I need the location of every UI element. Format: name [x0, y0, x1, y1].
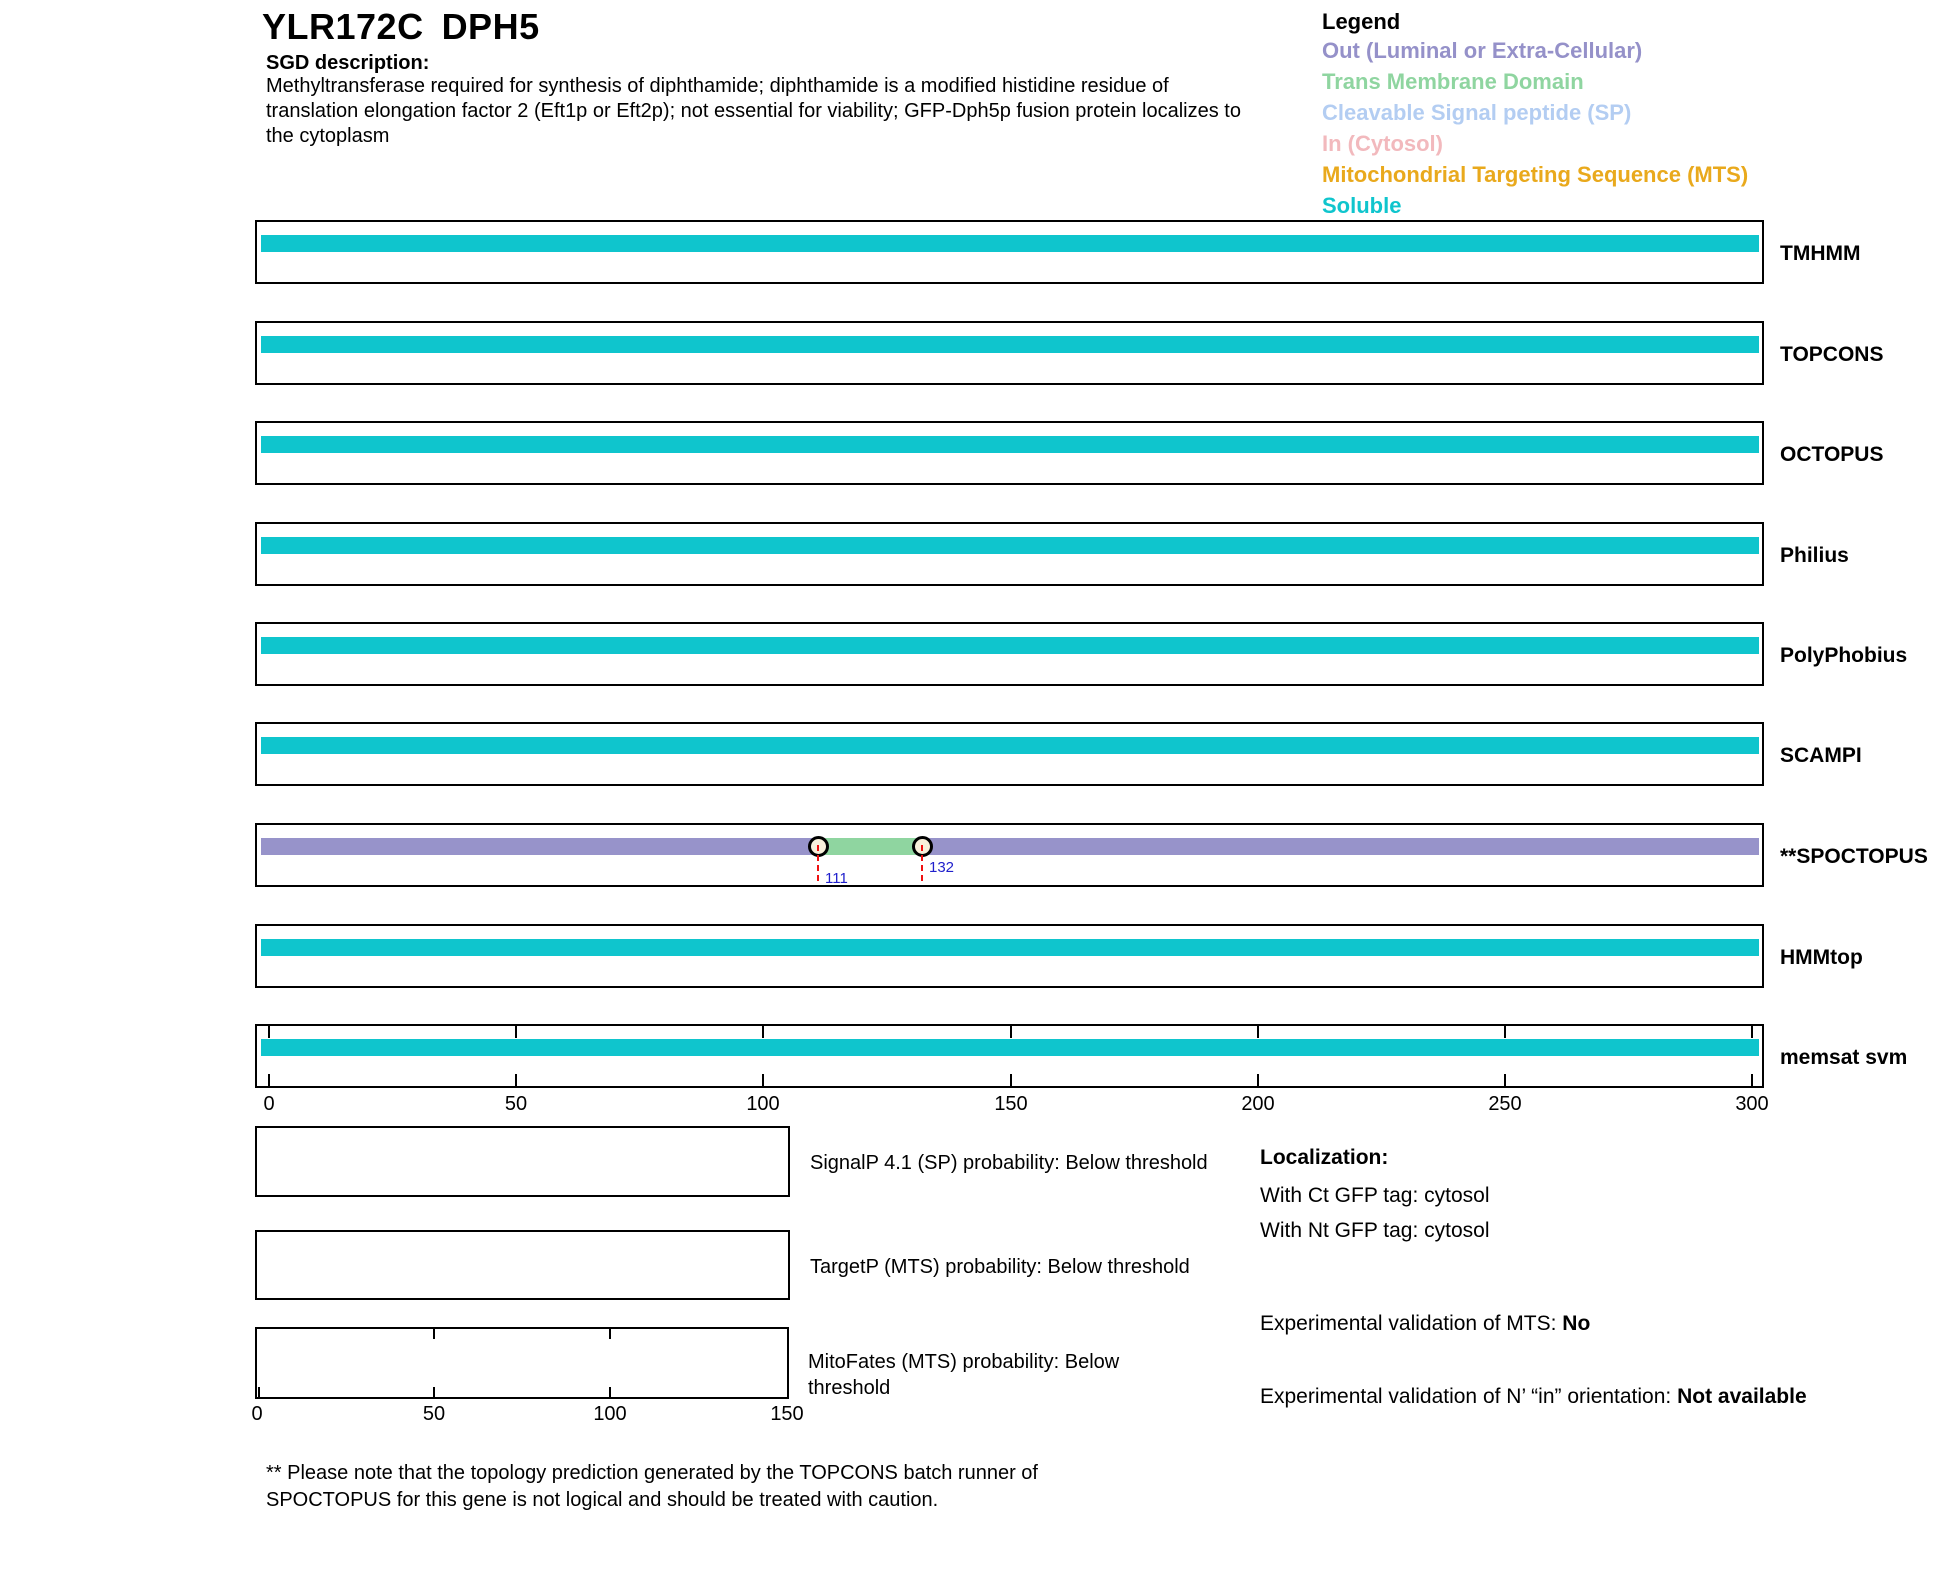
boundary-marker-line [817, 845, 819, 885]
footnote-line: SPOCTOPUS for this gene is not logical and should be treated with caution. [266, 1489, 939, 1511]
gene-name: DPH5 [441, 6, 540, 47]
axis-tick-label: 150 [994, 1093, 1028, 1115]
axis-tick [762, 1026, 764, 1038]
axis-tick [1504, 1026, 1506, 1038]
mini-axis-tick-label: 50 [422, 1403, 446, 1425]
track-box [255, 321, 1764, 385]
legend-item: In (Cytosol) [1322, 131, 1443, 156]
track-label: **SPOCTOPUS [1780, 845, 1928, 868]
axis-tick [1010, 1074, 1012, 1086]
track-label: memsat svm [1780, 1046, 1908, 1069]
track-box [255, 1024, 1764, 1088]
track-bar [261, 737, 1759, 754]
track-box [255, 924, 1764, 988]
tm-domain-segment [818, 838, 922, 855]
track-label: Philius [1780, 544, 1849, 567]
mini-axis-tick [609, 1329, 611, 1339]
track-label: PolyPhobius [1780, 644, 1908, 667]
axis-tick [1257, 1074, 1259, 1086]
track-label: SCAMPI [1780, 744, 1862, 767]
probability-caption: SignalP 4.1 (SP) probability: Below threshold [810, 1152, 1208, 1174]
track-label: TMHMM [1780, 242, 1861, 265]
orf-name: YLR172C [262, 6, 424, 47]
axis-tick [762, 1074, 764, 1086]
axis-tick-label: 250 [1488, 1093, 1522, 1115]
probability-caption: TargetP (MTS) probability: Below threshold [810, 1256, 1190, 1278]
track-box [255, 622, 1764, 686]
axis-tick [1010, 1026, 1012, 1038]
axis-tick-label: 200 [1241, 1093, 1275, 1115]
track-label: TOPCONS [1780, 343, 1884, 366]
axis-tick [1257, 1026, 1259, 1038]
track-label: HMMtop [1780, 946, 1863, 969]
track-bar [261, 838, 1759, 855]
axis-tick-label: 0 [263, 1093, 275, 1115]
legend-title: Legend [1322, 9, 1401, 34]
description-line: Methyltransferase required for synthesis of diphthamide; diphthamide is a modified histidine residue of [266, 75, 1169, 97]
orientation-validation-value: Not available [1677, 1385, 1807, 1408]
track-bar [261, 537, 1759, 554]
axis-tick [515, 1026, 517, 1038]
boundary-marker-line [921, 845, 923, 885]
mini-axis-tick [433, 1329, 435, 1339]
boundary-marker-label: 132 [929, 859, 955, 876]
mini-axis-tick-label: 100 [593, 1403, 627, 1425]
orientation-validation: Experimental validation of N’ “in” orientation: Not available [1260, 1385, 1807, 1408]
axis-tick-label: 300 [1735, 1093, 1769, 1115]
legend-item: Trans Membrane Domain [1322, 69, 1584, 94]
track-box [255, 421, 1764, 485]
sgd-description-label: SGD description: [266, 52, 430, 74]
mini-axis-tick [258, 1387, 260, 1397]
axis-tick-label: 100 [746, 1093, 780, 1115]
track-box [255, 522, 1764, 586]
track-bar [261, 336, 1759, 353]
axis-tick [268, 1074, 270, 1086]
probability-box-mitofates [255, 1327, 789, 1399]
ct-gfp-localization: With Ct GFP tag: cytosol [1260, 1184, 1490, 1207]
boundary-marker-label: 111 [825, 870, 848, 887]
mini-axis-tick [609, 1387, 611, 1397]
footnote-line: ** Please note that the topology prediction generated by the TOPCONS batch runner of [266, 1462, 1038, 1484]
axis-tick [1504, 1074, 1506, 1086]
mini-axis-tick-label: 150 [770, 1403, 804, 1425]
page-title [262, 6, 540, 48]
description-line: translation elongation factor 2 (Eft1p or Eft2p); not essential for viability; GFP-Dph5p fusion protein localizes to [266, 100, 1241, 122]
mts-validation-value: No [1562, 1312, 1591, 1335]
axis-tick [515, 1074, 517, 1086]
mts-validation: Experimental validation of MTS: No [1260, 1312, 1591, 1335]
probability-caption: MitoFates (MTS) probability: Below [808, 1351, 1120, 1373]
track-bar [261, 235, 1759, 252]
probability-box-signalp [255, 1126, 790, 1197]
legend-item: Out (Luminal or Extra-Cellular) [1322, 38, 1643, 63]
axis-tick [1751, 1074, 1753, 1086]
axis-tick-label: 50 [504, 1093, 528, 1115]
track-label: OCTOPUS [1780, 443, 1884, 466]
track-bar [261, 1039, 1759, 1056]
axis-tick [1751, 1026, 1753, 1038]
legend-item: Cleavable Signal peptide (SP) [1322, 100, 1632, 125]
legend-item: Mitochondrial Targeting Sequence (MTS) [1322, 162, 1749, 187]
track-bar [261, 637, 1759, 654]
track-box [255, 220, 1764, 284]
probability-caption: threshold [808, 1377, 891, 1399]
description-line: the cytoplasm [266, 125, 390, 147]
track-box [255, 722, 1764, 786]
track-bar [261, 436, 1759, 453]
mini-axis-tick-label: 0 [251, 1403, 263, 1425]
localization-heading: Localization: [1260, 1146, 1389, 1169]
nt-gfp-localization: With Nt GFP tag: cytosol [1260, 1219, 1490, 1242]
probability-box-targetp [255, 1230, 790, 1300]
mini-axis-tick [433, 1387, 435, 1397]
legend-item: Soluble [1322, 193, 1402, 218]
axis-tick [268, 1026, 270, 1038]
track-bar [261, 939, 1759, 956]
track-box [255, 823, 1764, 887]
